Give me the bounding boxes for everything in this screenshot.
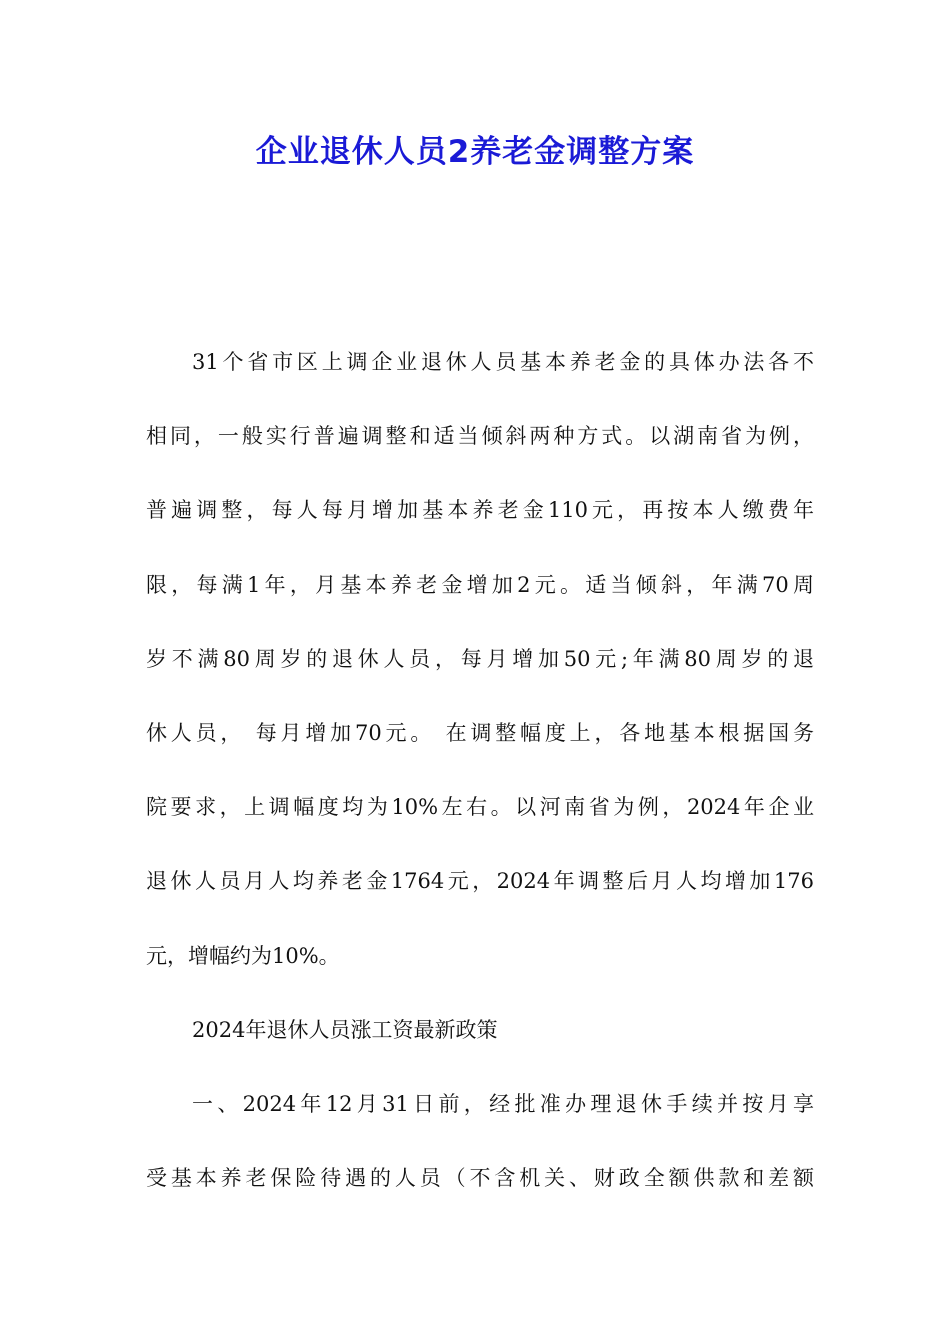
text-line: 普遍调整，每人每月增加基本养老金110元，再按本人缴费年 <box>146 498 814 523</box>
text-line: 院要求，上调幅度均为10%左右。以河南省为例，2024年企业 <box>146 795 814 820</box>
text-line: 休人员， 每月增加70元。 在调整幅度上，各地基本根据国务 <box>146 720 814 745</box>
text-line: 一、2024年12月31日前，经批准办理退休手续并按月享 <box>192 1091 814 1116</box>
text-line: 受基本养老保险待遇的人员（不含机关、财政全额供款和差额 <box>146 1166 814 1191</box>
document-body <box>146 340 814 1230</box>
text-line: 退休人员月人均养老金1764元，2024年调整后月人均增加176 <box>146 869 814 894</box>
text-line: 31个省市区上调企业退休人员基本养老金的具体办法各不 <box>192 350 814 374</box>
text-line: 元，增幅约为10%。 <box>146 943 340 968</box>
text-line: 限，每满1年，月基本养老金增加2元。适当倾斜，年满70周 <box>146 572 814 597</box>
text-line: 相同，一般实行普遍调整和适当倾斜两种方式。以湖南省为例， <box>146 424 814 449</box>
document-title: 企业退休人员2养老金调整方案 <box>255 134 695 170</box>
text-line: 岁不满80周岁的退休人员，每月增加50元;年满80周岁的退 <box>146 646 814 671</box>
text-line: 2024年退休人员涨工资最新政策 <box>192 1017 498 1042</box>
